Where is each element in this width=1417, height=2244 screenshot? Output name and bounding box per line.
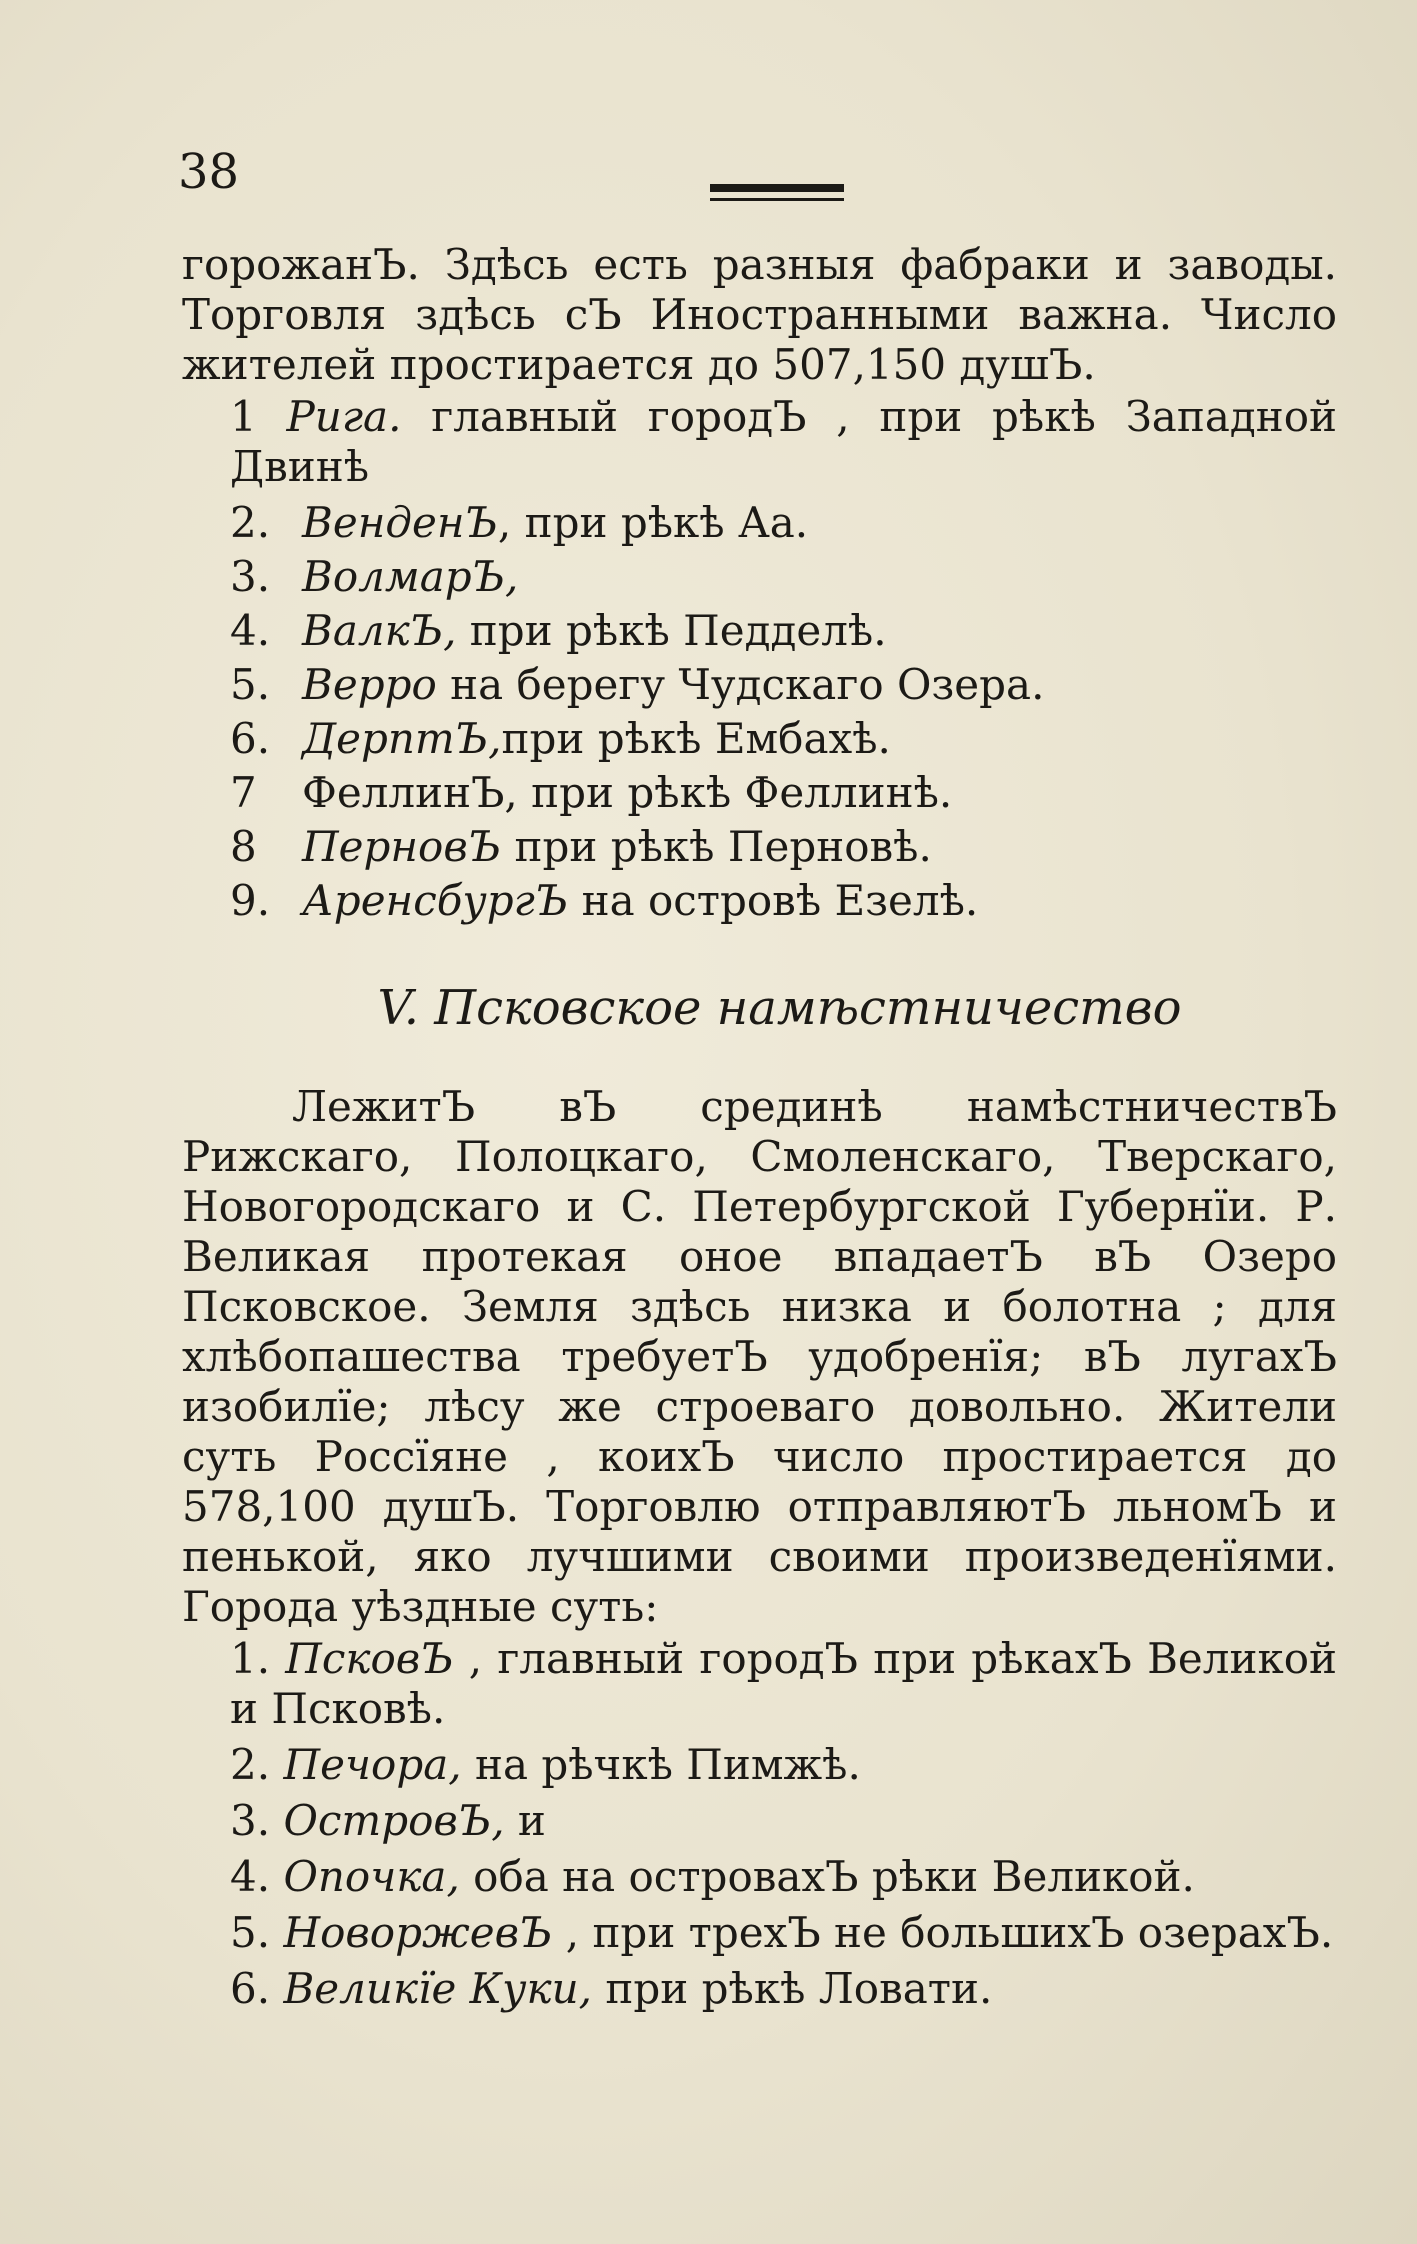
riga-num: 1	[230, 392, 257, 441]
list-item: 4. Опочка, оба на островахЪ рѣки Великой.	[230, 1852, 1195, 1901]
page-number: 38	[178, 144, 240, 200]
riga-city: Рига.	[286, 392, 402, 441]
section-heading: V. Псковское намѣстничество	[377, 980, 1182, 1036]
list-item: 7 ФеллинЪ, при рѣкѣ Феллинѣ.	[230, 768, 953, 817]
list-item: 3. ВолмарЪ,	[230, 552, 519, 601]
pskov-paragraph: ЛежитЪ вЪ срединѣ намѣстничествЪ Рижскаго, Полоцкаго, Смоленскаго, Тверскаго, Новогородскаго и С. Петербургской Губернїи. Р. Великая протекая оное впадаетЪ вЪ Озеро Псковское. Земля здѣсь низка и болотна ; для хлѣбопашества требуетЪ удобренїя; вЪ лугахЪ изобилїе; лѣсу же строеваго довольно. Жители суть Россїяне , коихЪ число простирается до 578,100 душЪ. Торговлю отправляютЪ льномЪ и пенькой, яко лучшими своими произведенїями. Города уѣздные суть:	[182, 1082, 1337, 1631]
list-item: 6. ДерптЪ,при рѣкѣ Ембахѣ.	[230, 714, 891, 763]
list-item: 4. ВалкЪ, при рѣкѣ Педделѣ.	[230, 606, 887, 655]
list-item: 3. ОстровЪ, и	[230, 1796, 546, 1845]
list-item: 5. НоворжевЪ , при трехЪ не большихЪ озерахЪ.	[230, 1908, 1334, 1957]
header-rule-thick	[710, 184, 844, 192]
pskov-city-list	[182, 1634, 1337, 2014]
list-item: 1. ПсковЪ , главный городЪ при рѣкахЪ Великой и Псковѣ.	[230, 1634, 1337, 1733]
riga-rest: главный городЪ , при рѣкѣ Западной Двинѣ	[230, 392, 1337, 491]
header-rule-thin	[710, 198, 844, 201]
riga-city-list	[182, 496, 1337, 928]
header-rule	[710, 184, 844, 201]
page-body	[182, 240, 1337, 2014]
intro-paragraph: горожанЪ. Здѣсь есть разныя фабраки и заводы. Торговля здѣсь сЪ Иностранными важна. Число жителей простирается до 507,150 душЪ.	[182, 240, 1337, 389]
riga-entry	[182, 392, 1337, 492]
list-item: 9. АренсбургЪ на островѣ Езелѣ.	[230, 876, 979, 925]
list-item: 8 ПерновЪ при рѣкѣ Перновѣ.	[230, 822, 932, 871]
list-item: 2. Печора, на рѣчкѣ Пимжѣ.	[230, 1740, 861, 1789]
list-item: 2. ВенденЪ, при рѣкѣ Аа.	[230, 498, 809, 547]
list-item: 6. Великїе Куки, при рѣкѣ Ловати.	[230, 1964, 993, 2013]
list-item: 5. Верро на берегу Чудскаго Озера.	[230, 660, 1045, 709]
